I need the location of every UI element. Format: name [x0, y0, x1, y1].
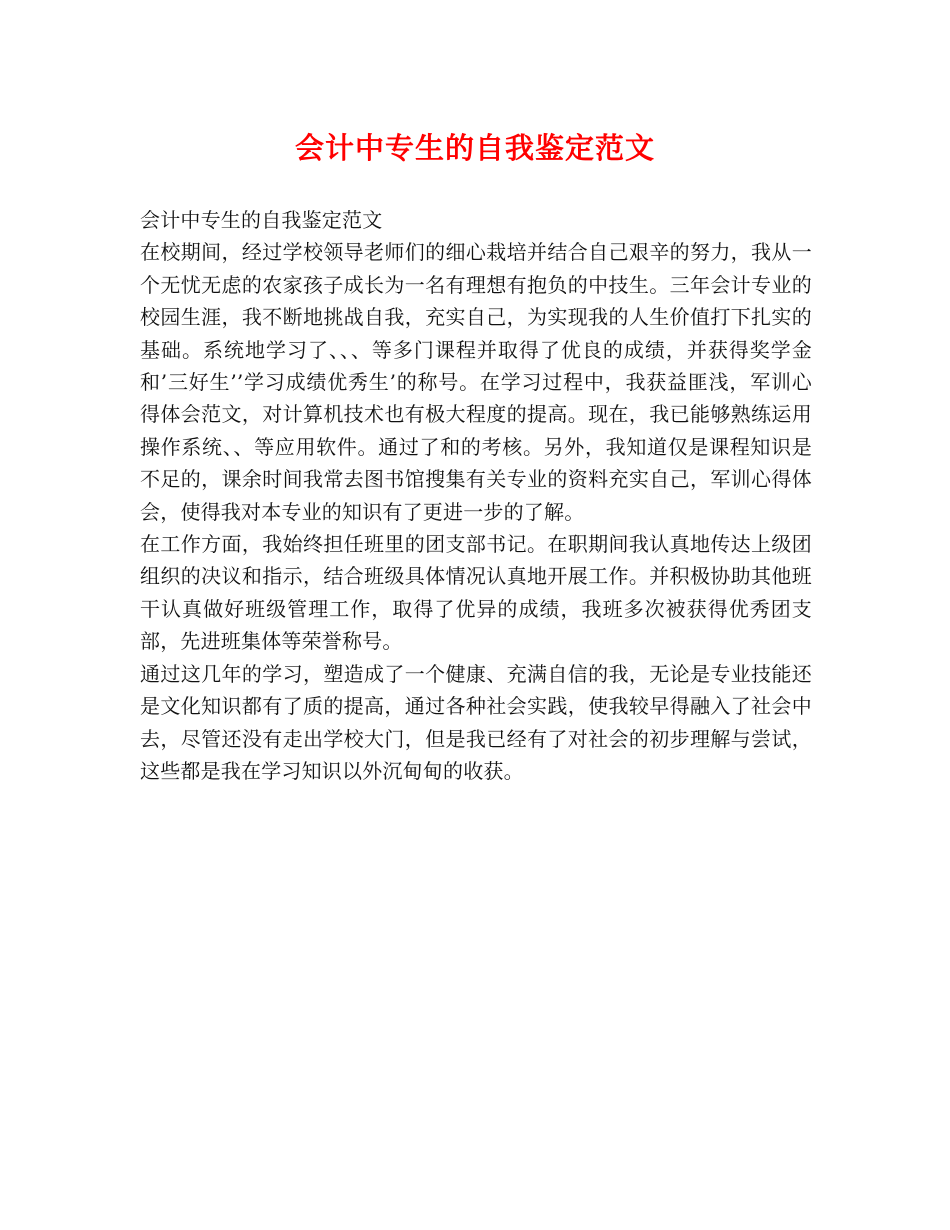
paragraph-work: 在工作方面，我始终担任班里的团支部书记。在职期间我认真地传达上级团组织的决议和指示，结合班级具体情况认真地开展工作。并积极协助其他班干认真做好班级管理工作，取得了优异的成绩，我班多次被获得优秀团支部，先进班集体等荣誉称号。	[140, 532, 812, 654]
body-heading-line: 会计中专生的自我鉴定范文	[140, 208, 383, 232]
document-title: 会计中专生的自我鉴定范文	[294, 131, 655, 165]
paragraph-study: 在校期间，经过学校领导老师们的细心栽培并结合自己艰辛的努力，我从一个无忧无虑的农家孩子成长为一名有理想有抱负的中技生。三年会计专业的校园生涯，我不断地挑战自我，充实自己，为实现我的人生价值打下扎实的基础。系统地学习了、、、等多门课程并取得了优良的成绩，并获得奖学金和’三好生’’学习成绩优秀生’的称号。在学习过程中，我获益匪浅，军训心得体会范文，对计算机技术也有极大程度的提高。现在，我已能够熟练运用操作系统、、等应用软件。通过了和的考核。另外，我知道仅是课程知识是不足的，课余时间我常去图书馆搜集有关专业的资料充实自己，军训心得体会，使得我对本专业的知识有了更进一步的了解。	[140, 240, 812, 524]
document-body	[140, 204, 812, 787]
paragraph-summary: 通过这几年的学习，塑造成了一个健康、充满自信的我，无论是专业技能还是文化知识都有了质的提高，通过各种社会实践，使我较早得融入了社会中去，尽管还没有走出学校大门，但是我已经有了对社会的初步理解与尝试，这些都是我在学习知识以外沉甸甸的收获。	[140, 661, 812, 783]
